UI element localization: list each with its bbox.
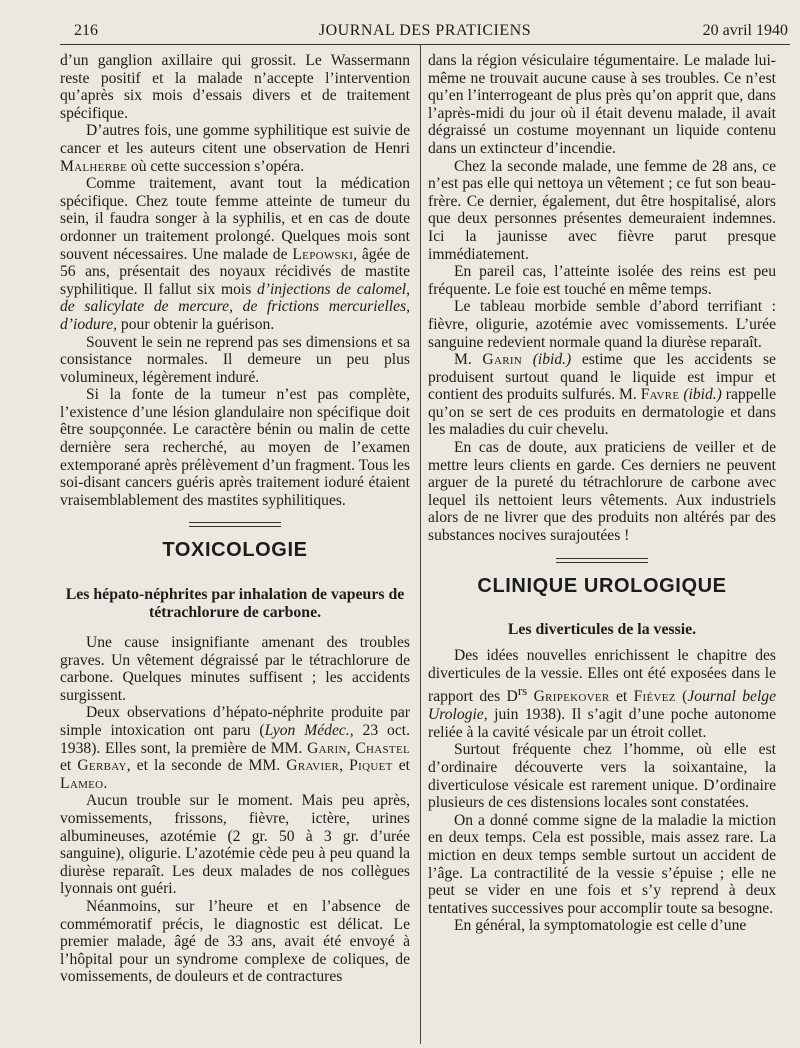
paragraph: Le tableau morbide semble d’abord terrifiant : fièvre, oligurie, azotémie avec vomissements. L’urée sanguine redevient normale quand la diurèse reparaît.	[428, 298, 776, 351]
right-column	[428, 52, 776, 935]
article-title: Les diverticules de la vessie.	[507, 621, 697, 639]
paragraph: dans la région vésiculaire tégumentaire. Le malade lui-même ne trouvait aucune cause à ses troubles. Ce n’est qu’en l’interrogeant de plus près qu’on apprit que, dans l’après-midi du jour où il était devenu malade, il avait dégraissé un costume moyennant un liquide contenu dans un extincteur d’incendie.	[428, 52, 776, 157]
paragraph: Souvent le sein ne reprend pas ses dimensions et sa consistance normales. Il demeure un peu plus volumineux, légèrement induré.	[60, 333, 410, 386]
paragraph: Néanmoins, sur l’heure et en l’absence de commémoratif précis, le diagnostic est délicat. Le premier malade, âgé de 33 ans, avait été envoyé à l’hôpital pour un syndrome complexe de coliques, de vomissements, de douleurs et de contractures	[60, 897, 410, 986]
paragraph: En général, la symptomatologie est celle d’une	[454, 917, 747, 935]
paragraph: On a donné comme signe de la maladie la miction en deux temps. Cela est possible, mais assez rare. La miction en deux temps semble surtout un accident de l’âge. La contractilité de la vessie s’épuise ; elle ne peut se vider en une fois et s’y reprend à deux tentatives successives pour accomplir toute sa besogne.	[428, 811, 776, 917]
section-separator	[556, 558, 648, 566]
paragraph: Des idées nouvelles enrichissent le chapitre des diverticules de la vessie. Elles ont été exposées dans le rapport des $D^{rs}$ Gripekover et Fiévez (Journal belge Urologie, juin 1938). Il s’agit d’une poche autonome reliée à la cavité vésicale par un étroit collet.	[428, 647, 777, 741]
section-title-clinique-urologique: CLINIQUE UROLOGIQUE	[477, 574, 727, 597]
author-name: Fiévez	[633, 688, 676, 706]
paragraph: Chez la seconde malade, une femme de 28 ans, ce n’est pas elle qui nettoya un vêtement ; ce fut son beau-frère. Ce dernier, également, dut être hospitalisé, alors que deux personnes présentes demeuraient indemnes. Ici la jaunisse avec fièvre parut presque immédiatement.	[428, 157, 776, 263]
author-name: Gripekover	[533, 688, 610, 706]
paragraph: D’autres fois, une gomme syphilitique est suivie de cancer et les auteurs citent une observation de Henri Malherbe où cette succession s’opéra.	[60, 122, 410, 175]
author-name: Lepowski	[292, 245, 354, 263]
paragraph: En cas de doute, aux praticiens de veiller et de mettre leurs clients en garde. Ces derniers ne peuvent arguer de la pureté du tétrachlorure de carbone avec lequel ils nettoient leurs vêtements. Aux industriels alors de ne livrer que des produits non altérés par des substances nocives surajoutées !	[428, 439, 776, 545]
column-divider	[420, 44, 421, 1044]
left-column	[60, 52, 410, 986]
paragraph: Une cause insignifiante amenant des troubles graves. Un vêtement dégraissé par le tétrachlorure de carbone. Quelques minutes suffisent ; les accidents surgissent.	[60, 634, 410, 704]
issue-date: 20 avril 1940	[702, 22, 788, 39]
paragraph: d’un ganglion axillaire qui grossit. Le Wassermann reste positif et la malade n’accepte l’intervention qu’après six mois d’essais divers et de traitement spécifique.	[60, 52, 410, 122]
paragraph: Comme traitement, avant tout la médication spécifique. Chez toute femme atteinte de tumeur du sein, il faudra songer à la syphilis, et en cas de doute ordonner un traitement prolongé. Quelques mois sont souvent nécessaires. Une malade de Lepowski, âgée de 56 ans, présentait des noyaux récidivés de mastite syphilitique. Il fallut six mois d’injections de calomel, de salicylate de mercure, de frictions mercurielles, d’iodure, pour obtenir la guérison.	[60, 175, 410, 333]
author-name: Gerbay	[77, 757, 127, 775]
author-name: Garin	[482, 351, 523, 369]
section-title-toxicologie: TOXICOLOGIE	[162, 539, 308, 562]
author-name: Garin	[307, 739, 347, 757]
author-name: Piquet	[349, 757, 393, 775]
author-name: Lameo	[60, 774, 104, 792]
author-name: Malherbe	[60, 157, 127, 175]
running-header	[60, 18, 790, 45]
article-title: Les hépato-néphrites par inhalation de vapeurs de tétrachlorure de carbone.	[65, 586, 405, 622]
paragraph: Surtout fréquente chez l’homme, où elle est d’ordinaire découverte vers la soixantaine, la diverticulose vésicale est rarement unique. D’ordinaire plusieurs de ces distensions locales sont constatées.	[428, 741, 776, 812]
author-name: Favre	[640, 386, 680, 404]
author-name: Gravier	[286, 757, 340, 775]
paragraph: Si la fonte de la tumeur n’est pas complète, l’existence d’une lésion glandulaire non spécifique doit être soupçonnée. Le caractère bénin ou malin de cette dernière sera recherché, au moyen de l’examen extemporané après prélèvement d’un fragment. Tous les soi-disant cancers guéris après traitement ioduré étaient vraisemblablement des mastites syphilitiques.	[60, 386, 410, 509]
journal-title: JOURNAL DES PRATICIENS	[318, 22, 532, 39]
paragraph: Deux observations d’hépato-néphrite produite par simple intoxication ont paru (Lyon Médec., 23 oct. 1938). Elles sont, la première de MM. Garin, Chastel et Gerbay, et la seconde de MM. Gravier, Piquet et Lameo.	[60, 704, 411, 792]
paragraph: En pareil cas, l’atteinte isolée des reins est peu fréquente. Le foie est touché en même temps.	[428, 263, 776, 298]
page-number: 216	[74, 22, 98, 39]
author-name: Chastel	[355, 739, 410, 757]
section-separator	[189, 522, 281, 530]
paragraph: Aucun trouble sur le moment. Mais peu après, vomissements, frissons, fièvre, ictère, urines albumineuses, azotémie (2 gr. 50 à 3 gr. d’urée sanguine), oligurie. L’azotémie cède peu à peu quand la diurèse reparaît. Les deux malades de nos collègues lyonnais ont guéri.	[60, 792, 410, 898]
paragraph: M. Garin (ibid.) estime que les accidents se produisent surtout quand le liquide est impur et contient des produits sulfurés. M. Favre (ibid.) rappelle qu’on se sert de ces produits en dermatologie et dans les maladies du cuir chevelu.	[428, 351, 776, 439]
